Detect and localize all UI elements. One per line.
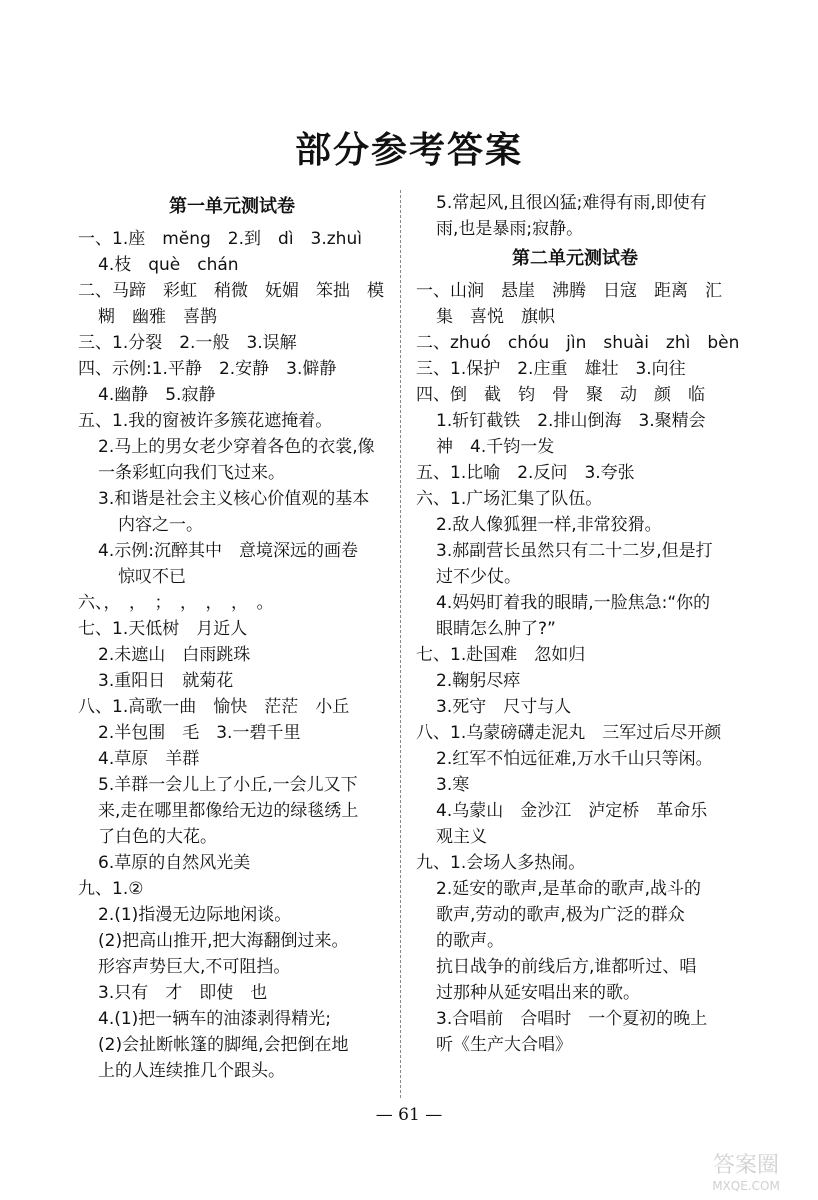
answer-line: 二、zhuó chóu jìn shuài zhì bèn xyxy=(416,333,740,353)
answer-line: 4.幽静 5.寂静 xyxy=(98,385,216,405)
answer-line: 3.死守 尺寸与人 xyxy=(436,697,572,717)
answer-line: 2.(1)指漫无边际地闲谈。 xyxy=(98,905,292,925)
answer-line: 八、1.乌蒙磅礴走泥丸 三军过后尽开颜 xyxy=(416,723,722,743)
answer-line: 抗日战争的前线后方,谁都听过、唱 xyxy=(436,957,697,977)
answer-line: 三、1.保护 2.庄重 雄壮 3.向往 xyxy=(416,359,686,379)
answer-line: 五、1.我的窗被许多簇花遮掩着。 xyxy=(78,411,333,431)
answer-line: 4.示例:沉醉其中 意境深远的画卷 xyxy=(98,541,358,561)
answer-line: 八、1.高歌一曲 愉快 茫茫 小丘 xyxy=(78,697,350,717)
answer-line: 3.寒 xyxy=(436,775,470,795)
left-column xyxy=(78,190,386,1084)
right-continued-answers xyxy=(416,190,734,242)
answer-line: 2.未遮山 白雨跳珠 xyxy=(98,645,251,665)
answer-line: 2.延安的歌声,是革命的歌声,战斗的 xyxy=(436,879,702,899)
answer-line: 2.红军不怕远征难,万水千山只等闲。 xyxy=(436,749,713,769)
answer-line: 2.鞠躬尽瘁 xyxy=(436,671,521,691)
answer-line: 2.马上的男女老少穿着各色的衣裳,像 xyxy=(98,437,375,457)
answer-line: 雨,也是暴雨;寂静。 xyxy=(436,219,584,239)
answer-line: 惊叹不已 xyxy=(118,567,186,587)
right-column xyxy=(416,190,740,1058)
answer-line: 4.草原 羊群 xyxy=(98,749,200,769)
answer-line: 过不少仗。 xyxy=(436,567,521,587)
answer-line: 糊 幽雅 喜鹊 xyxy=(98,307,217,327)
answer-line: 3.和谐是社会主义核心价值观的基本 xyxy=(98,489,370,509)
answer-line: 六、， ， ； ， ， ， 。 xyxy=(78,593,274,613)
answer-line: 三、1.分裂 2.一般 3.误解 xyxy=(78,333,297,353)
answer-line: 一、山涧 悬崖 沸腾 日寇 距离 汇 xyxy=(416,281,722,301)
answer-line: 1.斩钉截铁 2.排山倒海 3.聚精会 xyxy=(436,411,706,431)
answer-line: 歌声,劳动的歌声,极为广泛的群众 xyxy=(436,905,685,925)
section-title-unit-1: 第一单元测试卷 xyxy=(169,196,295,217)
answer-line: 的歌声。 xyxy=(436,931,504,951)
answer-line: 四、倒 截 钧 骨 聚 动 颜 临 xyxy=(416,385,705,405)
answer-line: 4.妈妈盯着我的眼睛,一脸焦急:“你的 xyxy=(436,593,711,613)
answer-line: 5.羊群一会儿上了小丘,一会儿又下 xyxy=(98,775,358,795)
answer-line: 观主义 xyxy=(436,827,487,847)
answer-line: (2)会扯断帐篷的脚绳,会把倒在地 xyxy=(98,1035,349,1055)
answer-line: 上的人连续推几个跟头。 xyxy=(98,1061,285,1081)
watermark-line-2: MXQE.COM xyxy=(712,1179,780,1193)
answer-line: 一、1.座 mĕng 2.到 dì 3.zhuì xyxy=(78,229,362,249)
answer-line: 九、1.会场人多热闹。 xyxy=(416,853,586,873)
watermark-logo xyxy=(688,1150,804,1194)
answer-line: 二、马蹄 彩虹 稍微 妩媚 笨拙 模 xyxy=(78,281,384,301)
answer-line: 集 喜悦 旗帜 xyxy=(436,307,555,327)
answer-line: 3.只有 才 即使 也 xyxy=(98,983,268,1003)
answer-line: 四、示例:1.平静 2.安静 3.僻静 xyxy=(78,359,337,379)
answer-line: 九、1.② xyxy=(78,879,144,899)
answer-line: 4.(1)把一辆车的油漆剥得精光; xyxy=(98,1009,332,1029)
answer-line: 一条彩虹向我们飞过来。 xyxy=(98,463,285,483)
answer-line: 2.敌人像狐狸一样,非常狡猾。 xyxy=(436,515,662,535)
answer-line: 七、1.天低树 月近人 xyxy=(78,619,248,639)
answer-line: 眼睛怎么肿了?” xyxy=(436,619,556,639)
watermark-line-1: 答案圈 xyxy=(712,1153,780,1178)
answer-line: 六、1.广场汇集了队伍。 xyxy=(416,489,603,509)
answer-line: 七、1.赴国难 忽如归 xyxy=(416,645,586,665)
answer-line: 5.常起风,且很凶猛;难得有雨,即使有 xyxy=(436,193,707,213)
left-answer-list xyxy=(78,226,386,1084)
answer-line: 听《生产大合唱》 xyxy=(436,1035,572,1055)
answer-line: 2.半包围 毛 3.一碧千里 xyxy=(98,723,301,743)
answer-line: 4.乌蒙山 金沙江 泸定桥 革命乐 xyxy=(436,801,708,821)
page-title: 部分参考答案 xyxy=(294,129,523,171)
answer-line: 神 4.千钧一发 xyxy=(436,437,555,457)
answer-line: 6.草原的自然风光美 xyxy=(98,853,251,873)
page-number: — 61 — xyxy=(375,1105,443,1125)
answer-line: 内容之一。 xyxy=(118,515,203,535)
answer-line: 形容声势巨大,不可阻挡。 xyxy=(98,957,291,977)
answer-line: 4.枝 què chán xyxy=(98,255,239,275)
right-answer-list xyxy=(416,278,740,1058)
column-divider xyxy=(400,190,401,1098)
answer-line: 3.合唱前 合唱时 一个夏初的晚上 xyxy=(436,1009,708,1029)
section-title-unit-2: 第二单元测试卷 xyxy=(512,248,638,269)
answer-line: 3.郝副营长虽然只有二十二岁,但是打 xyxy=(436,541,713,561)
answer-line: 了白色的大花。 xyxy=(98,827,217,847)
answer-line: 3.重阳日 就菊花 xyxy=(98,671,234,691)
answer-line: 来,走在哪里都像给无边的绿毯绣上 xyxy=(98,801,359,821)
answer-line: 五、1.比喻 2.反问 3.夸张 xyxy=(416,463,635,483)
answer-line: 过那种从延安唱出来的歌。 xyxy=(436,983,640,1003)
answer-line: (2)把高山推开,把大海翻倒过来。 xyxy=(98,931,349,951)
